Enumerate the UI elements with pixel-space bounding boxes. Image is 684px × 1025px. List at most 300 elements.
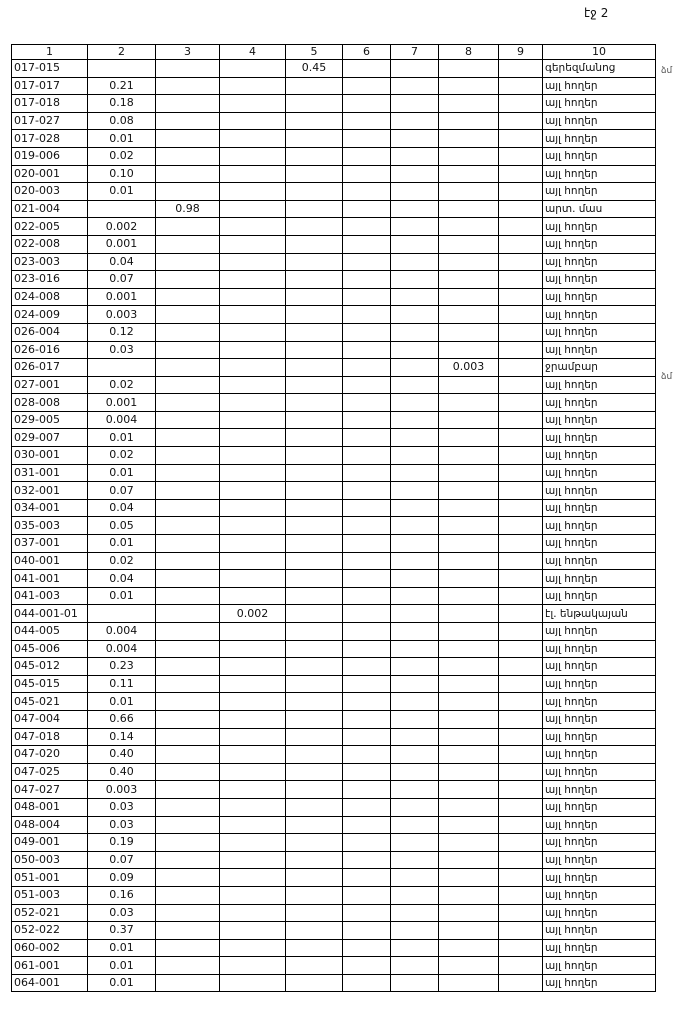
- area-cell: [220, 394, 286, 412]
- table-row: [12, 95, 656, 113]
- area-cell: [499, 200, 543, 218]
- area-cell: [391, 376, 439, 394]
- area-cell: [499, 957, 543, 975]
- area-cell: [343, 130, 391, 148]
- area-cell: [391, 359, 439, 377]
- area-cell: [220, 517, 286, 535]
- area-cell: [439, 763, 499, 781]
- area-cell: [220, 429, 286, 447]
- area-cell: [286, 623, 343, 641]
- area-cell: [499, 341, 543, 359]
- area-cell: 0.002: [220, 605, 286, 623]
- area-cell: [439, 147, 499, 165]
- area-cell: [220, 535, 286, 553]
- area-cell: [156, 605, 220, 623]
- plot-code-cell: 051-003: [12, 886, 88, 904]
- area-cell: 0.05: [88, 517, 156, 535]
- area-cell: 0.66: [88, 710, 156, 728]
- area-cell: [220, 710, 286, 728]
- area-cell: [343, 235, 391, 253]
- area-cell: [391, 341, 439, 359]
- land-use-cell: այլ հողեր: [543, 147, 656, 165]
- area-cell: 0.07: [88, 851, 156, 869]
- land-use-cell: այլ հողեր: [543, 939, 656, 957]
- land-use-cell: էլ. ենթակայան: [543, 605, 656, 623]
- page-number: էջ 2: [584, 6, 609, 20]
- area-cell: [220, 341, 286, 359]
- area-cell: [343, 640, 391, 658]
- area-cell: [391, 200, 439, 218]
- land-use-cell: այլ հողեր: [543, 922, 656, 940]
- area-cell: [156, 922, 220, 940]
- area-cell: [499, 675, 543, 693]
- area-cell: [156, 886, 220, 904]
- plot-code-cell: 032-001: [12, 482, 88, 500]
- table-row: [12, 183, 656, 201]
- plot-code-cell: 029-005: [12, 411, 88, 429]
- column-header-4: 4: [220, 45, 286, 60]
- area-cell: [343, 957, 391, 975]
- area-cell: [499, 130, 543, 148]
- area-cell: [439, 957, 499, 975]
- plot-code-cell: 047-027: [12, 781, 88, 799]
- area-cell: [343, 359, 391, 377]
- plot-code-cell: 023-003: [12, 253, 88, 271]
- area-cell: [220, 728, 286, 746]
- area-cell: 0.03: [88, 904, 156, 922]
- area-cell: [343, 939, 391, 957]
- land-use-cell: այլ հողեր: [543, 816, 656, 834]
- area-cell: [286, 587, 343, 605]
- area-cell: [286, 218, 343, 236]
- area-cell: [439, 535, 499, 553]
- area-cell: [220, 798, 286, 816]
- area-cell: [286, 851, 343, 869]
- area-cell: 0.03: [88, 798, 156, 816]
- area-cell: [499, 147, 543, 165]
- area-cell: [439, 869, 499, 887]
- area-cell: [391, 957, 439, 975]
- area-cell: [391, 323, 439, 341]
- table-row: [12, 904, 656, 922]
- land-use-cell: այլ հողեր: [543, 235, 656, 253]
- plot-code-cell: 026-016: [12, 341, 88, 359]
- plot-code-cell: 022-008: [12, 235, 88, 253]
- area-cell: 0.01: [88, 693, 156, 711]
- plot-code-cell: 021-004: [12, 200, 88, 218]
- area-cell: [499, 394, 543, 412]
- area-cell: [220, 869, 286, 887]
- land-use-cell: արտ. մաս: [543, 200, 656, 218]
- area-cell: [439, 95, 499, 113]
- area-cell: [391, 640, 439, 658]
- plot-code-cell: 024-009: [12, 306, 88, 324]
- area-cell: [220, 746, 286, 764]
- area-cell: 0.02: [88, 552, 156, 570]
- area-cell: [343, 271, 391, 289]
- area-cell: [499, 306, 543, 324]
- area-cell: 0.37: [88, 922, 156, 940]
- land-use-cell: այլ հողեր: [543, 904, 656, 922]
- area-cell: [286, 939, 343, 957]
- area-cell: [88, 200, 156, 218]
- area-cell: [391, 112, 439, 130]
- area-cell: [286, 904, 343, 922]
- area-cell: [343, 464, 391, 482]
- area-cell: [391, 218, 439, 236]
- area-cell: [439, 851, 499, 869]
- area-cell: [499, 288, 543, 306]
- area-cell: [439, 658, 499, 676]
- area-cell: [391, 130, 439, 148]
- column-header-5: 5: [286, 45, 343, 60]
- column-header-9: 9: [499, 45, 543, 60]
- area-cell: [439, 77, 499, 95]
- area-cell: [220, 306, 286, 324]
- area-cell: [343, 218, 391, 236]
- land-use-cell: այլ հողեր: [543, 834, 656, 852]
- area-cell: [499, 587, 543, 605]
- area-cell: [343, 341, 391, 359]
- area-cell: [220, 499, 286, 517]
- area-cell: [156, 570, 220, 588]
- area-cell: 0.03: [88, 816, 156, 834]
- area-cell: [391, 95, 439, 113]
- land-use-cell: այլ հողեր: [543, 447, 656, 465]
- area-cell: [499, 411, 543, 429]
- plot-code-cell: 052-022: [12, 922, 88, 940]
- plot-code-cell: 022-005: [12, 218, 88, 236]
- table-row: [12, 746, 656, 764]
- land-use-cell: այլ հողեր: [543, 763, 656, 781]
- area-cell: [391, 922, 439, 940]
- area-cell: [286, 447, 343, 465]
- area-cell: 0.03: [88, 341, 156, 359]
- area-cell: [343, 482, 391, 500]
- area-cell: [220, 904, 286, 922]
- plot-code-cell: 017-028: [12, 130, 88, 148]
- area-cell: [220, 165, 286, 183]
- area-cell: [439, 922, 499, 940]
- area-cell: 0.40: [88, 746, 156, 764]
- table-row: [12, 130, 656, 148]
- table-row: [12, 834, 656, 852]
- column-header-3: 3: [156, 45, 220, 60]
- area-cell: [439, 288, 499, 306]
- area-cell: 0.02: [88, 376, 156, 394]
- area-cell: [391, 728, 439, 746]
- table-row: [12, 200, 656, 218]
- plot-code-cell: 051-001: [12, 869, 88, 887]
- area-cell: 0.004: [88, 640, 156, 658]
- area-cell: [439, 710, 499, 728]
- area-cell: 0.40: [88, 763, 156, 781]
- plot-code-cell: 045-021: [12, 693, 88, 711]
- area-cell: [499, 323, 543, 341]
- plot-code-cell: 040-001: [12, 552, 88, 570]
- land-use-cell: այլ հողեր: [543, 798, 656, 816]
- area-cell: [286, 957, 343, 975]
- plot-code-cell: 045-012: [12, 658, 88, 676]
- table-row: [12, 429, 656, 447]
- area-cell: [220, 781, 286, 799]
- table-row: [12, 675, 656, 693]
- area-cell: [220, 886, 286, 904]
- area-cell: [391, 306, 439, 324]
- area-cell: [499, 746, 543, 764]
- area-cell: [220, 447, 286, 465]
- table-row: [12, 869, 656, 887]
- column-header-10: 10: [543, 45, 656, 60]
- area-cell: [499, 517, 543, 535]
- area-cell: [499, 728, 543, 746]
- area-cell: [391, 288, 439, 306]
- area-cell: [220, 464, 286, 482]
- area-cell: [156, 693, 220, 711]
- area-cell: [286, 816, 343, 834]
- area-cell: [439, 411, 499, 429]
- area-cell: [499, 77, 543, 95]
- area-cell: [391, 869, 439, 887]
- area-cell: [156, 394, 220, 412]
- table-row: [12, 640, 656, 658]
- area-cell: [286, 323, 343, 341]
- area-cell: [499, 974, 543, 992]
- table-body: [12, 60, 656, 992]
- area-cell: [156, 939, 220, 957]
- area-cell: [391, 447, 439, 465]
- area-cell: 0.07: [88, 482, 156, 500]
- area-cell: [439, 746, 499, 764]
- table-row: [12, 552, 656, 570]
- table-row: [12, 376, 656, 394]
- area-cell: [499, 165, 543, 183]
- side-mark: ձմ: [661, 66, 673, 76]
- area-cell: 0.04: [88, 570, 156, 588]
- area-cell: [439, 112, 499, 130]
- area-cell: [220, 253, 286, 271]
- area-cell: [499, 763, 543, 781]
- table-row: [12, 710, 656, 728]
- plot-code-cell: 041-001: [12, 570, 88, 588]
- area-cell: [343, 834, 391, 852]
- area-cell: 0.01: [88, 130, 156, 148]
- land-use-cell: այլ հողեր: [543, 323, 656, 341]
- area-cell: [156, 147, 220, 165]
- area-cell: [439, 499, 499, 517]
- area-cell: [391, 271, 439, 289]
- area-cell: [220, 323, 286, 341]
- area-cell: 0.02: [88, 447, 156, 465]
- area-cell: [286, 376, 343, 394]
- area-cell: 0.002: [88, 218, 156, 236]
- area-cell: [343, 535, 391, 553]
- area-cell: [499, 798, 543, 816]
- area-cell: [499, 60, 543, 78]
- area-cell: [343, 675, 391, 693]
- area-cell: [499, 552, 543, 570]
- area-cell: [156, 429, 220, 447]
- table-row: [12, 112, 656, 130]
- area-cell: [156, 306, 220, 324]
- plot-code-cell: 050-003: [12, 851, 88, 869]
- area-cell: 0.001: [88, 235, 156, 253]
- area-cell: 0.45: [286, 60, 343, 78]
- land-use-cell: այլ հողեր: [543, 886, 656, 904]
- land-use-cell: այլ հողեր: [543, 130, 656, 148]
- area-cell: [286, 499, 343, 517]
- area-cell: [156, 499, 220, 517]
- table-row: [12, 922, 656, 940]
- area-cell: [220, 112, 286, 130]
- area-cell: [286, 798, 343, 816]
- area-cell: [220, 939, 286, 957]
- area-cell: [439, 605, 499, 623]
- area-cell: [391, 183, 439, 201]
- land-use-cell: այլ հողեր: [543, 746, 656, 764]
- area-cell: [286, 271, 343, 289]
- area-cell: [439, 570, 499, 588]
- area-cell: [499, 939, 543, 957]
- area-cell: [499, 112, 543, 130]
- area-cell: [439, 587, 499, 605]
- area-cell: [391, 675, 439, 693]
- land-use-cell: այլ հողեր: [543, 411, 656, 429]
- area-cell: [220, 658, 286, 676]
- area-cell: 0.003: [88, 781, 156, 799]
- area-cell: 0.10: [88, 165, 156, 183]
- table-row: [12, 341, 656, 359]
- area-cell: [88, 359, 156, 377]
- table-row: [12, 535, 656, 553]
- area-cell: [156, 834, 220, 852]
- area-cell: [391, 429, 439, 447]
- area-cell: [286, 834, 343, 852]
- area-cell: [343, 605, 391, 623]
- area-cell: [439, 376, 499, 394]
- area-cell: [391, 499, 439, 517]
- land-use-cell: այլ հողեր: [543, 974, 656, 992]
- area-cell: [156, 781, 220, 799]
- area-cell: [439, 816, 499, 834]
- area-cell: [391, 693, 439, 711]
- table-row: [12, 218, 656, 236]
- area-cell: [220, 570, 286, 588]
- area-cell: 0.04: [88, 253, 156, 271]
- area-cell: [286, 535, 343, 553]
- plot-code-cell: 024-008: [12, 288, 88, 306]
- area-cell: [439, 517, 499, 535]
- area-cell: [499, 499, 543, 517]
- area-cell: 0.19: [88, 834, 156, 852]
- area-cell: [156, 816, 220, 834]
- area-cell: [286, 605, 343, 623]
- area-cell: 0.01: [88, 939, 156, 957]
- area-cell: 0.01: [88, 535, 156, 553]
- area-cell: [499, 710, 543, 728]
- area-cell: [391, 886, 439, 904]
- column-header-8: 8: [439, 45, 499, 60]
- area-cell: [286, 183, 343, 201]
- area-cell: [343, 95, 391, 113]
- area-cell: [439, 218, 499, 236]
- area-cell: 0.08: [88, 112, 156, 130]
- land-use-cell: այլ հողեր: [543, 288, 656, 306]
- land-use-cell: այլ հողեր: [543, 623, 656, 641]
- plot-code-cell: 048-001: [12, 798, 88, 816]
- area-cell: [391, 235, 439, 253]
- area-cell: [220, 147, 286, 165]
- table-row: [12, 271, 656, 289]
- plot-code-cell: 044-001-01: [12, 605, 88, 623]
- area-cell: [286, 728, 343, 746]
- area-cell: [286, 147, 343, 165]
- area-cell: [439, 464, 499, 482]
- land-use-cell: այլ հողեր: [543, 693, 656, 711]
- area-cell: [220, 359, 286, 377]
- area-cell: [499, 623, 543, 641]
- area-cell: [343, 922, 391, 940]
- area-cell: [391, 464, 439, 482]
- area-cell: [391, 165, 439, 183]
- area-cell: [499, 359, 543, 377]
- table-row: [12, 851, 656, 869]
- area-cell: [156, 77, 220, 95]
- area-cell: [220, 376, 286, 394]
- area-cell: [220, 957, 286, 975]
- area-cell: [156, 411, 220, 429]
- area-cell: [343, 974, 391, 992]
- land-use-cell: այլ հողեր: [543, 482, 656, 500]
- area-cell: [439, 974, 499, 992]
- area-cell: [156, 710, 220, 728]
- plot-code-cell: 029-007: [12, 429, 88, 447]
- area-cell: [343, 587, 391, 605]
- area-cell: [156, 640, 220, 658]
- area-cell: [343, 869, 391, 887]
- table-row: [12, 763, 656, 781]
- area-cell: [220, 288, 286, 306]
- area-cell: [343, 798, 391, 816]
- area-cell: [343, 763, 391, 781]
- table-row: [12, 306, 656, 324]
- area-cell: [343, 165, 391, 183]
- area-cell: [391, 147, 439, 165]
- area-cell: [343, 570, 391, 588]
- area-cell: [286, 95, 343, 113]
- area-cell: [439, 904, 499, 922]
- area-cell: [499, 781, 543, 799]
- area-cell: [156, 112, 220, 130]
- area-cell: [286, 130, 343, 148]
- land-use-cell: այլ հողեր: [543, 587, 656, 605]
- area-cell: [439, 781, 499, 799]
- land-use-cell: այլ հողեր: [543, 218, 656, 236]
- land-use-cell: այլ հողեր: [543, 957, 656, 975]
- area-cell: [220, 235, 286, 253]
- area-cell: [391, 763, 439, 781]
- area-cell: [439, 200, 499, 218]
- area-cell: [343, 253, 391, 271]
- plot-code-cell: 047-025: [12, 763, 88, 781]
- area-cell: [499, 271, 543, 289]
- area-cell: [156, 95, 220, 113]
- plot-code-cell: 028-008: [12, 394, 88, 412]
- table-row: [12, 253, 656, 271]
- area-cell: 0.07: [88, 271, 156, 289]
- area-cell: [156, 60, 220, 78]
- area-cell: [156, 341, 220, 359]
